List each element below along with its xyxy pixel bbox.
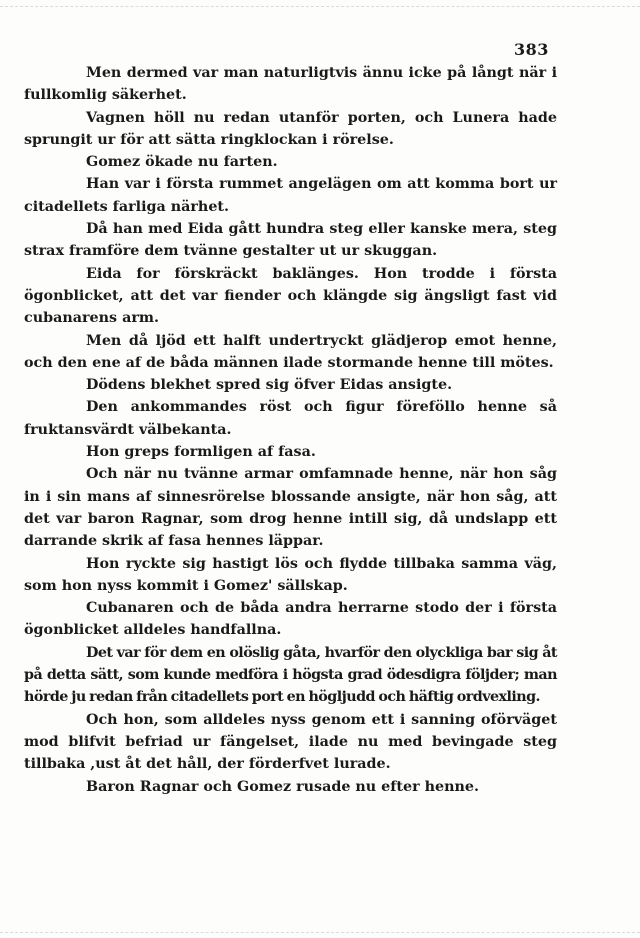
paragraph: Eida for förskräckt baklänges. Hon trodde i första ögonblicket, att det var fiender och klängde sig ängsligt fast vid cubanarens arm. — [24, 265, 557, 327]
paragraph: Vagnen höll nu redan utanför porten, och Lunera hade sprungit ur för att sätta ringklockan i rörelse. — [24, 109, 557, 148]
paragraph: Men dermed var man naturligtvis ännu icke på långt när i fullkomlig säkerhet. — [24, 65, 557, 104]
paragraph: Och när nu tvänne armar omfamnade henne, när hon såg in i sin mans af sinnesrörelse blossande ansigte, när hon såg, att det var baron Ragnar, som drog henne intill sig, då undslapp ett darrande skrik af fasa hennes läppar. — [24, 466, 557, 550]
paragraph: Då han med Eida gått hundra steg eller kanske mera, steg strax framföre dem tvänne gestalter ut ur skuggan. — [24, 221, 557, 260]
paragraph: Han var i första rummet angelägen om att komma bort ur citadellets farliga närhet. — [24, 176, 557, 215]
paragraph: Men då ljöd ett halft undertryckt glädjerop emot henne, och den ene af de båda männen ilade stormande henne till mötes. — [24, 332, 557, 371]
paragraph: Baron Ragnar och Gomez rusade nu efter henne. — [86, 778, 479, 795]
paragraph: Den ankommandes röst och figur föreföllo henne så fruktansvärdt välbekanta. — [24, 399, 557, 438]
paragraph: Dödens blekhet spred sig öfver Eidas ansigte. — [86, 377, 453, 394]
body-text — [24, 62, 557, 798]
bottom-scan-edge — [0, 932, 640, 933]
top-scan-edge — [0, 6, 640, 7]
paragraph: Gomez ökade nu farten. — [86, 154, 278, 171]
paragraph: Det var för dem en olöslig gåta, hvarför den olyckliga bar sig åt på detta sätt, som kunde medföra i högsta grad ödesdigra följder; man hörde ju redan från citadellets port en högljudd och häftig ordvexling. — [24, 644, 557, 706]
paragraph: Hon ryckte sig hastigt lös och flydde tillbaka samma väg, som hon nyss kommit i Gomez' sällskap. — [24, 555, 557, 594]
paragraph: Och hon, som alldeles nyss genom ett i sanning oförväget mod blifvit befriad ur fängelset, ilade nu med bevingade steg tillbaka ,ust åt det håll, der förderfvet lurade. — [24, 711, 557, 773]
paragraph: Cubanaren och de båda andra herrarne stodo der i första ögonblicket alldeles handfallna. — [24, 600, 557, 639]
page-number: 383 — [514, 40, 549, 59]
paragraph: Hon greps formligen af fasa. — [86, 444, 316, 461]
